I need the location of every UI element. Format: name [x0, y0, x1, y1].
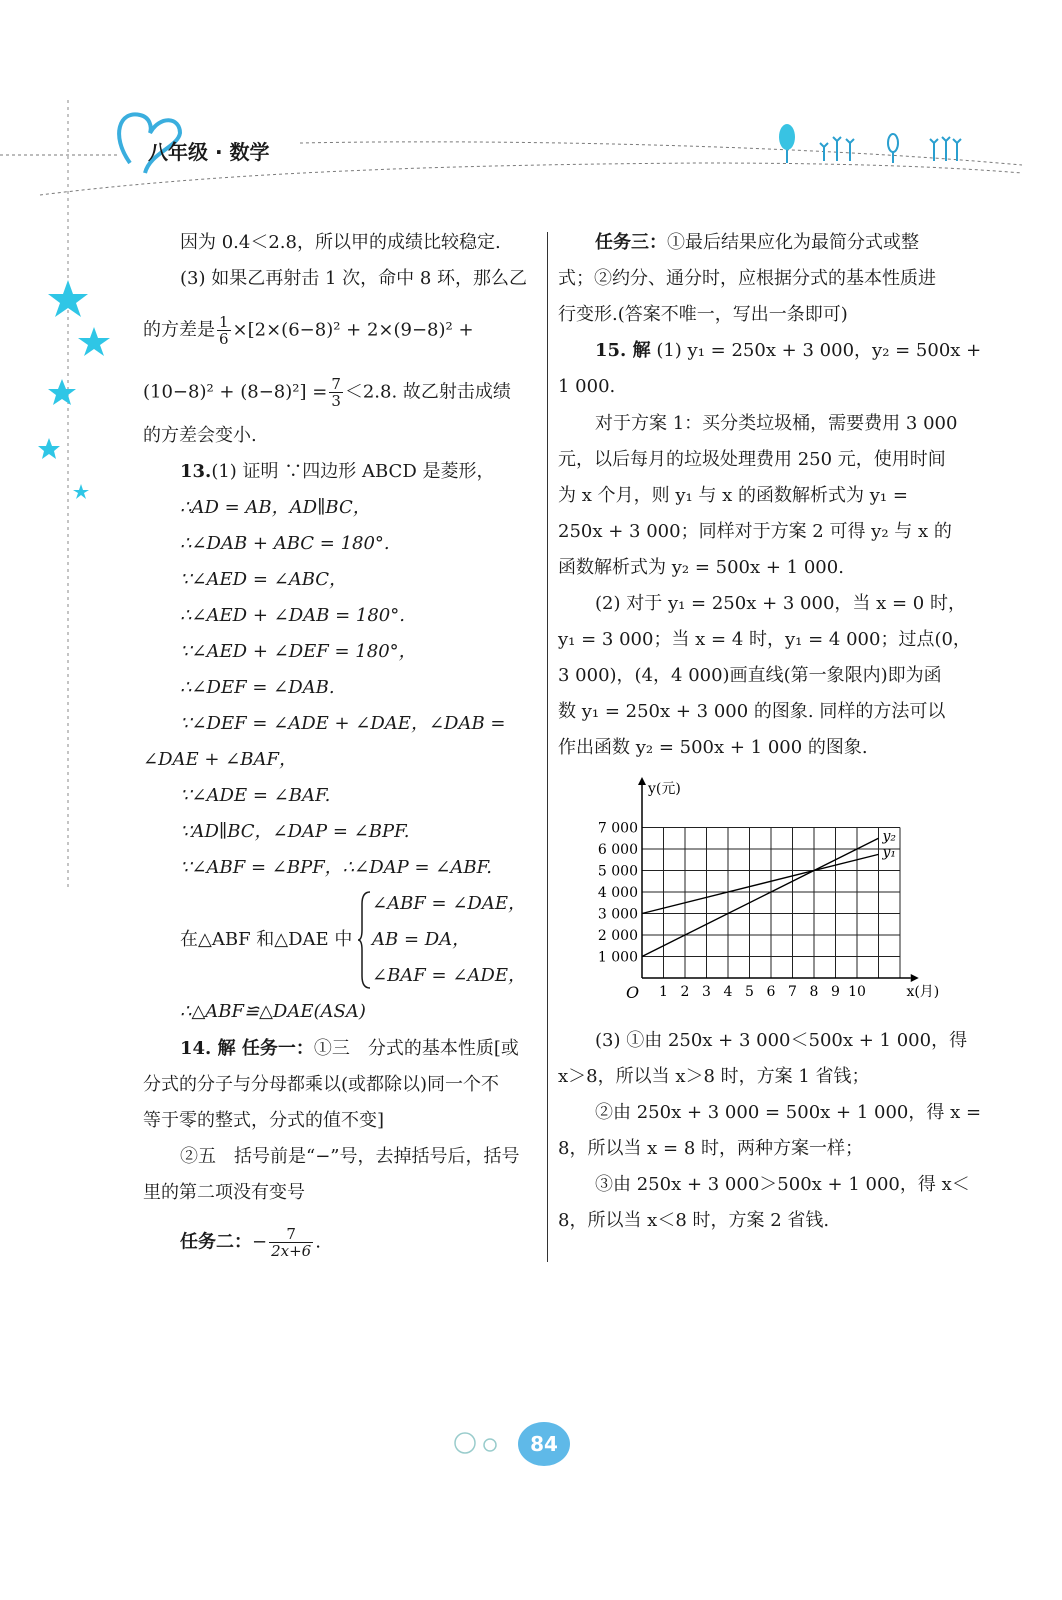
text-line: 式；②约分、通分时，应根据分式的基本性质进: [558, 268, 936, 289]
text-line: 8，所以当 x＜8 时，方案 2 省钱.: [558, 1210, 830, 1231]
flower-icon: [820, 137, 854, 161]
text-line: ∵∠AED + ∠DEF = 180°，: [180, 641, 417, 662]
text-line: 14. 解 任务一：①三 分式的基本性质[或: [180, 1038, 519, 1059]
star-icon: [73, 484, 89, 499]
x-tick-label: 9: [831, 984, 840, 1000]
system-line: AB = DA，: [372, 929, 471, 950]
star-icon: [38, 438, 60, 459]
text-line: ∵∠ADE = ∠BAF.: [180, 785, 331, 806]
star-icon: [48, 280, 88, 317]
function-chart: [580, 775, 940, 1015]
text-line: 里的第二项没有变号: [143, 1182, 305, 1203]
column-divider: [547, 232, 548, 1262]
bubble-decoration: [450, 1425, 520, 1465]
text-line: 1 000.: [558, 376, 616, 397]
text-line: 对于方案 1：买分类垃圾桶，需要费用 3 000: [595, 413, 958, 434]
series-line: [642, 838, 879, 956]
x-tick-label: 1: [659, 984, 668, 1000]
text-line: ∴△ABF≌△DAE(ASA): [180, 1001, 366, 1022]
series-label: y₁: [882, 844, 897, 861]
text-line: ∠DAE + ∠BAF，: [143, 749, 297, 770]
text-line: ∴∠DEF = ∠DAB.: [180, 677, 335, 698]
text-line: y₁ = 3 000；当 x = 4 时，y₁ = 4 000；过点(0，: [558, 629, 971, 650]
text-line: 250x + 3 000；同样对于方案 2 可得 y₂ 与 x 的: [558, 521, 952, 542]
origin-label: O: [626, 983, 640, 1002]
series-label: y₂: [882, 828, 897, 845]
text-line: 分式的分子与分母都乘以(或都除以)同一个不: [143, 1074, 500, 1095]
x-tick-label: 8: [809, 984, 819, 1000]
text-line: 作出函数 y₂ = 500x + 1 000 的图象.: [558, 737, 868, 758]
star-icon: [78, 327, 110, 356]
star-icon: [48, 379, 76, 405]
text-line: 任务三：①最后结果应化为最简分式或整: [595, 232, 919, 253]
text-line: ③由 250x + 3 000＞500x + 1 000，得 x＜: [595, 1174, 970, 1195]
text-line: ∵∠ABF = ∠BPF，∴∠DAP = ∠ABF.: [180, 857, 493, 878]
text-line: (3) ①由 250x + 3 000＜500x + 1 000，得: [595, 1030, 968, 1051]
text-line: (2) 对于 y₁ = 250x + 3 000，当 x = 0 时，: [595, 593, 966, 614]
x-axis-arrow: [911, 974, 919, 982]
x-axis-label: x(月): [906, 984, 940, 1000]
text-line: 8，所以当 x = 8 时，两种方案一样；: [558, 1138, 864, 1159]
page-number: 84: [518, 1422, 570, 1466]
text-line: ∴∠AED + ∠DAB = 180°.: [180, 605, 405, 626]
x-tick-label: 4: [723, 984, 733, 1000]
page-header-title: 八年级 · 数学: [148, 140, 270, 164]
text-line: x＞8，所以当 x＞8 时，方案 1 省钱；: [558, 1066, 870, 1087]
y-tick-label: 3 000: [597, 906, 638, 923]
y-tick-label: 2 000: [597, 928, 638, 944]
x-tick-label: 10: [848, 984, 866, 1000]
text-line: 3 000)，(4，4 000)画直线(第一象限内)即为函: [558, 665, 942, 686]
text-line: 13.(1) 证明 ∵四边形 ABCD 是菱形，: [180, 461, 495, 482]
text-line: 因为 0.4＜2.8，所以甲的成绩比较稳定.: [180, 232, 501, 253]
x-tick-label: 2: [680, 984, 690, 1000]
y-tick-label: 5 000: [597, 863, 638, 880]
x-tick-label: 3: [702, 984, 711, 1000]
fraction: $\frac{7}{3}$: [331, 375, 341, 410]
y-tick-label: 6 000: [597, 842, 638, 858]
y-axis-label: y(元): [648, 781, 681, 797]
y-tick-label: 4 000: [597, 885, 638, 901]
text-line: (3) 如果乙再射击 1 次，命中 8 环，那么乙: [180, 268, 528, 289]
system-lead: 在△ABF 和△DAE 中: [180, 929, 353, 950]
text-line: 行变形.(答案不唯一，写出一条即可): [558, 304, 848, 325]
text-line: 函数解析式为 y₂ = 500x + 1 000.: [558, 557, 844, 578]
x-tick-label: 5: [745, 984, 754, 1000]
text-line: 15. 解 (1) y₁ = 250x + 3 000，y₂ = 500x +: [595, 340, 982, 361]
text-line: 数 y₁ = 250x + 3 000 的图象. 同样的方法可以: [558, 701, 946, 722]
text-line: (10−8)² + (8−8)²] = $\frac{7}{3}$ ＜2.8. 故乙射击成绩: [143, 375, 511, 410]
stars-decoration: [38, 275, 118, 505]
text-line: 元，以后每月的垃圾处理费用 250 元，使用时间: [558, 449, 946, 470]
text-line: ∴∠DAB + ABC = 180°.: [180, 533, 390, 554]
text-line: 的方差会变小.: [143, 425, 257, 446]
fraction: $\frac{1}{6}$: [219, 313, 229, 348]
series-line: [642, 854, 879, 913]
fraction: $\frac{7}{2x+6}$: [271, 1225, 312, 1260]
x-tick-label: 6: [766, 984, 776, 1000]
y-axis-arrow: [638, 777, 646, 785]
y-tick-label: 1 000: [597, 949, 638, 966]
text-line: 为 x 个月，则 y₁ 与 x 的函数解析式为 y₁ =: [558, 485, 908, 506]
system-line: ∠ABF = ∠DAE，: [372, 893, 526, 914]
text-line: 等于零的整式，分式的值不变]: [143, 1110, 385, 1131]
text-line: ∴AD = AB，AD∥BC，: [180, 497, 371, 518]
text-line: 任务二：− $\frac{7}{2x+6}$ .: [180, 1225, 321, 1260]
tree-icon: [779, 124, 795, 150]
text-line: ∵AD∥BC，∠DAP = ∠BPF.: [180, 821, 410, 842]
text-line: ∵∠DEF = ∠ADE + ∠DAE，∠DAB =: [180, 713, 506, 734]
y-tick-label: 7 000: [597, 820, 638, 837]
text-line: ∵∠AED = ∠ABC，: [180, 569, 348, 590]
system-line: ∠BAF = ∠ADE，: [372, 965, 526, 986]
x-tick-label: 7: [788, 984, 797, 1000]
text-line: ②由 250x + 3 000 = 500x + 1 000，得 x =: [595, 1102, 982, 1123]
text-line: ②五 括号前是“−”号，去掉括号后，括号: [180, 1146, 520, 1167]
text-line: 的方差是 $\frac{1}{6}$ ×[2×(6−8)² + 2×(9−8)² +: [143, 313, 474, 348]
brace-icon: [358, 890, 372, 990]
